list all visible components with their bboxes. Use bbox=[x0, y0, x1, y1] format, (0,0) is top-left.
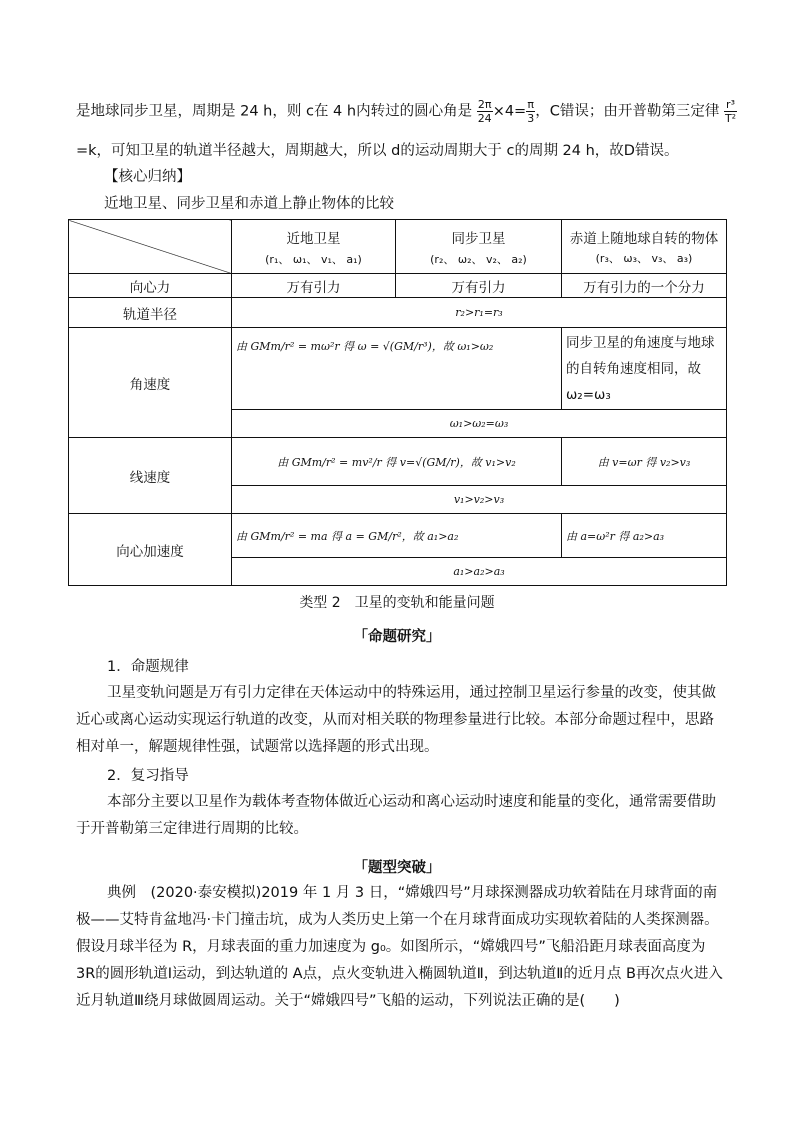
comparison-table bbox=[68, 219, 727, 586]
table-header-row bbox=[69, 220, 727, 274]
angular-summary: ω₁>ω₂=ω₃ bbox=[232, 410, 727, 438]
fraction-2pi-24: $\frac{2\pi}{24}$ bbox=[477, 98, 492, 125]
core-summary-heading: 【核心归纳】 bbox=[104, 169, 191, 185]
row-linear-speed: 线速度 由 GMm/r² = mv²/r 得 v=√(GM/r)，故 v₁>v₂ 由 v=ωr 得 v₂>v₃ bbox=[69, 438, 727, 486]
fraction-pi-3: $\frac{\pi}{3}$ bbox=[527, 98, 535, 125]
header-equator-object: 赤道上随地球自转的物体 (r₃、 ω₃、 v₃、 a₃) bbox=[562, 220, 727, 274]
breakthrough-heading: 「题型突破」 bbox=[353, 860, 441, 876]
item1-title: 1．命题规律 bbox=[107, 659, 189, 675]
row-centripetal-acceleration: 向心加速度 由 GMm/r² = ma 得 a = GM/r²，故 a₁>a₂ 由 a=ω²r 得 a₂>a₃ bbox=[69, 514, 727, 558]
diagonal-header-cell bbox=[69, 220, 232, 274]
angular-formula: 由 GMm/r² = mω²r 得 ω = √(GM/r³)，故 ω₁>ω₂ bbox=[232, 328, 562, 410]
row-orbit-radius: 轨道半径 r₂>r₁=r₃ bbox=[69, 298, 727, 328]
example-problem: 典例 (2020·泰安模拟)2019 年 1 月 3 日，“嫦娥四号”月球探测器成功软着陆在月球背面的南极——艾特肯盆地冯·卡门撞击坑，成为人类历史上第一个在月球背面成功实现软着陆的人类探测器。假设月球半径为 R，月球表面的重力加速度为 g₀。如图所示，“嫦娥四号”飞船沿距月球表面高度为 3R的圆形轨道Ⅰ运动，到达轨道的 A点，点火变轨进入椭圆轨道Ⅱ，到达轨道Ⅱ的近月点 B再次点火进入近月轨道Ⅲ绕月球做圆周运动。关于“嫦娥四号”飞船的运动，下列说法正确的是( ) bbox=[76, 885, 723, 1009]
row-angular-speed: 角速度 由 GMm/r² = mω²r 得 ω = √(GM/r³)，故 ω₁>ω₂ 同步卫星的角速度与地球的自转角速度相同，故 ω₂=ω₃ bbox=[69, 328, 727, 410]
intro-text-b: ，C错误；由开普勒第三定律 bbox=[535, 103, 720, 120]
type2-title: 类型 2 卫星的变轨和能量问题 bbox=[299, 595, 495, 611]
item2-text: 本部分主要以卫星作为载体考查物体做近心运动和离心运动时速度和能量的变化，通常需要借助于开普勒第三定律进行周期的比较。 bbox=[76, 794, 716, 837]
acceleration-formula: 由 GMm/r² = ma 得 a = GM/r²，故 a₁>a₂ bbox=[232, 514, 562, 558]
linear-equator-note: 由 v=ωr 得 v₂>v₃ bbox=[562, 438, 727, 486]
table-caption: 近地卫星、同步卫星和赤道上静止物体的比较 bbox=[104, 196, 394, 212]
item1-text: 卫星变轨问题是万有引力定律在天体运动中的特殊运用，通过控制卫星运行参量的改变，使其做近心或离心运动实现运行轨道的改变，从而对相关联的物理参量进行比较。本部分命题过程中，思路相对单一，解题规律性强，试题常以选择题的形式出现。 bbox=[76, 685, 716, 755]
intro-line-1 bbox=[76, 98, 737, 125]
intro-text-a: 是地球同步卫星，周期是 24 h，则 c在 4 h内转过的圆心角是 bbox=[76, 103, 473, 120]
angular-equator-note: 同步卫星的角速度与地球的自转角速度相同，故 ω₂=ω₃ bbox=[562, 328, 727, 410]
header-near-earth: 近地卫星 (r₁、 ω₁、 v₁、 a₁) bbox=[232, 220, 396, 274]
intro-times: ×4= bbox=[492, 103, 527, 120]
item2-title: 2．复习指导 bbox=[107, 768, 189, 784]
linear-formula: 由 GMm/r² = mv²/r 得 v=√(GM/r)，故 v₁>v₂ bbox=[232, 438, 562, 486]
acceleration-equator-note: 由 a=ω²r 得 a₂>a₃ bbox=[562, 514, 727, 558]
research-heading: 「命题研究」 bbox=[353, 629, 441, 645]
acceleration-summary: a₁>a₂>a₃ bbox=[232, 558, 727, 586]
row-centripetal-force: 向心力 万有引力 万有引力 万有引力的一个分力 bbox=[69, 274, 727, 298]
linear-summary: v₁>v₂>v₃ bbox=[232, 486, 727, 514]
intro-line-2: =k，可知卫星的轨道半径越大，周期越大，所以 d的运动周期大于 c的周期 24 h，故D错误。 bbox=[76, 143, 679, 159]
fraction-r3-T2: $\frac{\text{r³}}{\text{T²}}$ bbox=[724, 98, 737, 125]
header-synchronous: 同步卫星 (r₂、 ω₂、 v₂、 a₂) bbox=[396, 220, 562, 274]
